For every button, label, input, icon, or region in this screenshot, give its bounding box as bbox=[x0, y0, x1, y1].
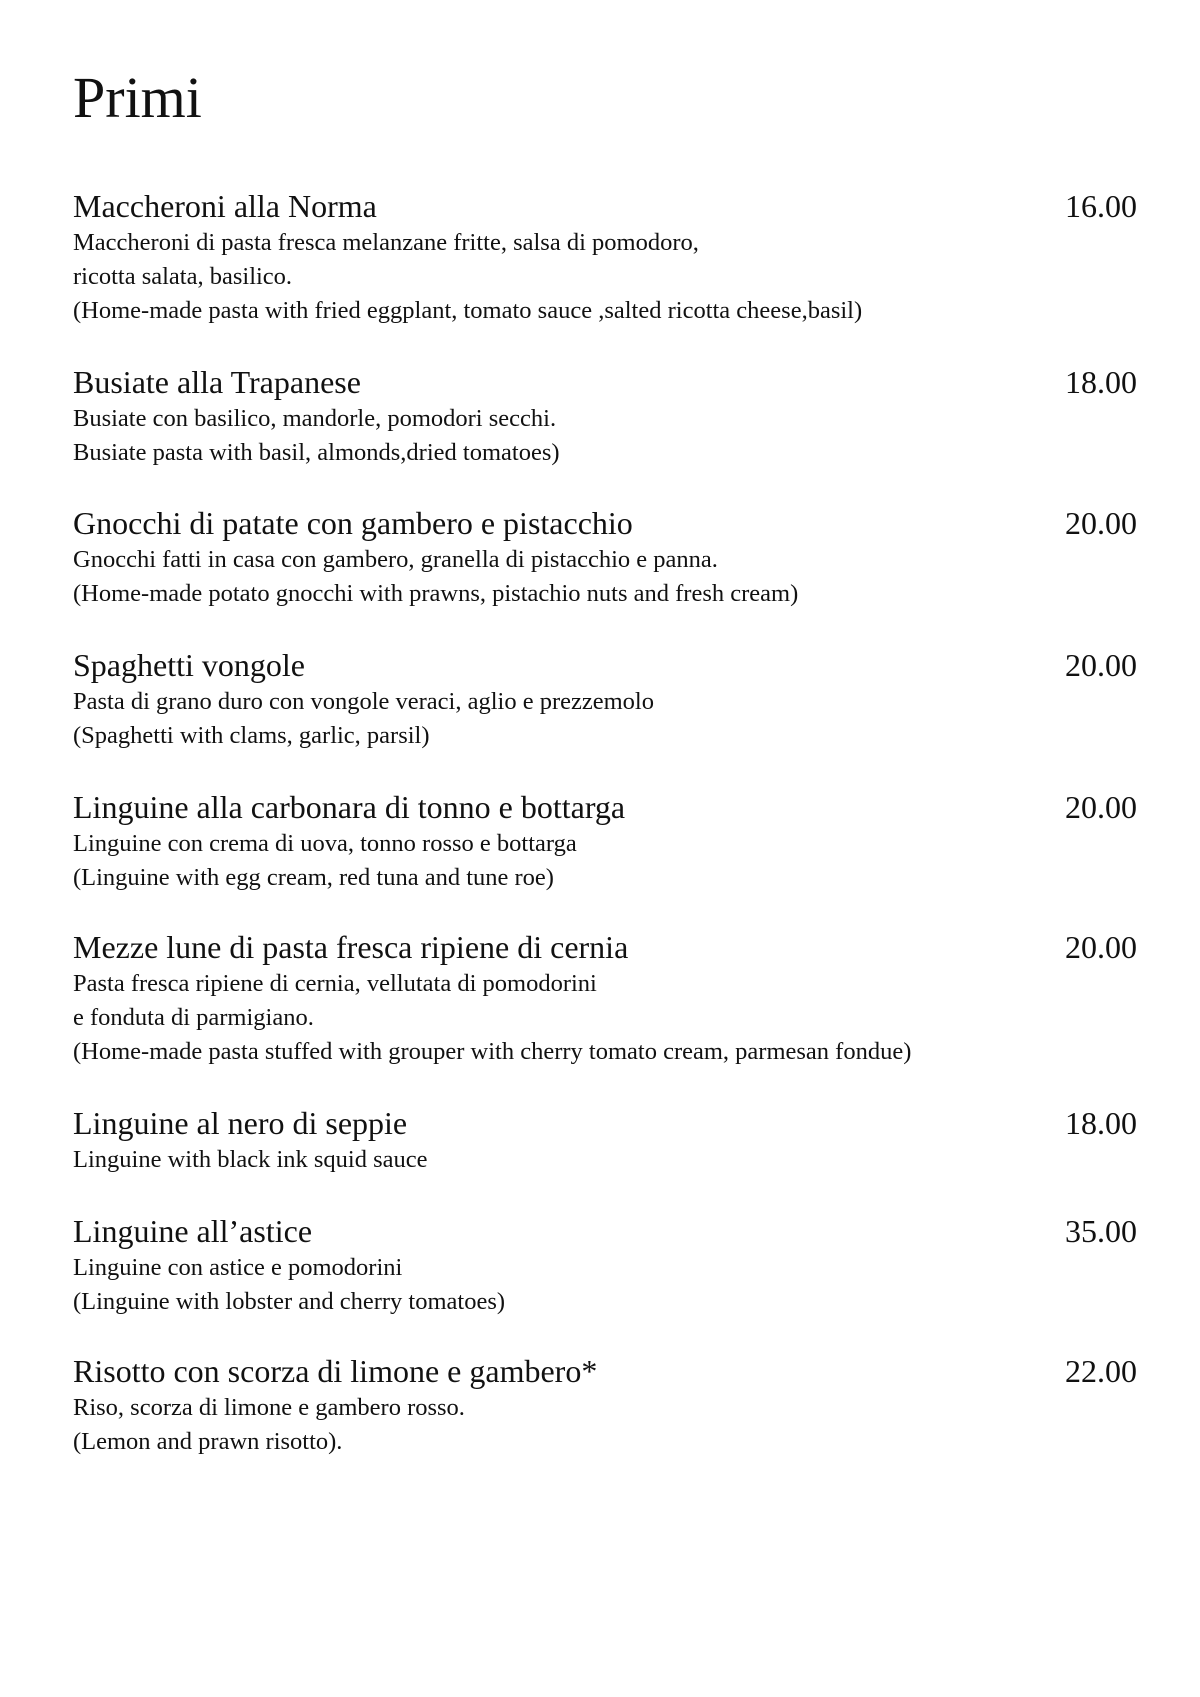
menu-item bbox=[73, 787, 1137, 895]
menu-item bbox=[73, 1211, 1137, 1319]
dish-description: (Home-made pasta with fried eggplant, tomato sauce ,salted ricotta cheese,basil) bbox=[73, 297, 863, 324]
dish-name: Linguine all’astice bbox=[73, 1213, 313, 1249]
dish-price: 20.00 bbox=[1065, 789, 1137, 825]
dish-description: Busiate pasta with basil, almonds,dried tomatoes) bbox=[73, 439, 560, 466]
menu-item bbox=[73, 186, 1137, 328]
dish-description: Linguine con astice e pomodorini bbox=[73, 1254, 403, 1281]
dish-description: (Home-made potato gnocchi with prawns, pistachio nuts and fresh cream) bbox=[73, 580, 799, 607]
dish-description: (Home-made pasta stuffed with grouper with cherry tomato cream, parmesan fondue) bbox=[73, 1038, 912, 1065]
menu-item-header bbox=[73, 1211, 1137, 1251]
dish-description: (Spaghetti with clams, garlic, parsil) bbox=[73, 722, 430, 749]
dish-price: 18.00 bbox=[1065, 1105, 1137, 1141]
dish-description: Maccheroni di pasta fresca melanzane fritte, salsa di pomodoro, bbox=[73, 229, 699, 256]
dish-description: Linguine con crema di uova, tonno rosso e bottarga bbox=[73, 830, 577, 857]
dish-description: Pasta fresca ripiene di cernia, vellutata di pomodorini bbox=[73, 970, 597, 997]
dish-description: Linguine with black ink squid sauce bbox=[73, 1146, 428, 1173]
menu-item bbox=[73, 645, 1137, 753]
menu-item-header bbox=[73, 503, 1137, 543]
dish-description: Pasta di grano duro con vongole veraci, aglio e prezzemolo bbox=[73, 688, 654, 715]
dish-description: (Linguine with lobster and cherry tomatoes) bbox=[73, 1288, 506, 1315]
dish-description: (Linguine with egg cream, red tuna and tune roe) bbox=[73, 864, 554, 891]
menu-item-header bbox=[73, 645, 1137, 685]
dish-price: 16.00 bbox=[1065, 188, 1137, 224]
dish-name: Mezze lune di pasta fresca ripiene di cernia bbox=[73, 929, 629, 965]
dish-price: 22.00 bbox=[1065, 1353, 1137, 1389]
menu-item bbox=[73, 1351, 1137, 1459]
dish-description: Riso, scorza di limone e gambero rosso. bbox=[73, 1394, 465, 1421]
menu-item bbox=[73, 362, 1137, 470]
menu-item-header bbox=[73, 927, 1137, 967]
dish-name: Spaghetti vongole bbox=[73, 647, 305, 683]
menu-item-header bbox=[73, 186, 1137, 226]
dish-price: 20.00 bbox=[1065, 647, 1137, 683]
dish-name: Linguine al nero di seppie bbox=[73, 1105, 408, 1141]
section-title: Primi bbox=[73, 65, 202, 130]
dish-price: 20.00 bbox=[1065, 505, 1137, 541]
dish-name: Busiate alla Trapanese bbox=[73, 364, 361, 400]
menu-item-header bbox=[73, 787, 1137, 827]
dish-description: (Lemon and prawn risotto). bbox=[73, 1428, 343, 1455]
dish-description: Busiate con basilico, mandorle, pomodori secchi. bbox=[73, 405, 557, 432]
dish-description: ricotta salata, basilico. bbox=[73, 263, 293, 290]
menu-item-header bbox=[73, 1103, 1137, 1143]
dish-price: 18.00 bbox=[1065, 364, 1137, 400]
menu-item bbox=[73, 1103, 1137, 1177]
dish-name: Linguine alla carbonara di tonno e bottarga bbox=[73, 789, 626, 825]
dish-description: Gnocchi fatti in casa con gambero, granella di pistacchio e panna. bbox=[73, 546, 718, 573]
menu-item bbox=[73, 503, 1137, 611]
menu-item-header bbox=[73, 1351, 1137, 1391]
dish-name: Risotto con scorza di limone e gambero* bbox=[73, 1353, 598, 1389]
menu-item bbox=[73, 927, 1137, 1069]
dish-description: e fonduta di parmigiano. bbox=[73, 1004, 314, 1031]
menu-item-header bbox=[73, 362, 1137, 402]
dish-price: 20.00 bbox=[1065, 929, 1137, 965]
dish-name: Maccheroni alla Norma bbox=[73, 188, 377, 224]
dish-price: 35.00 bbox=[1065, 1213, 1137, 1249]
dish-name: Gnocchi di patate con gambero e pistacchio bbox=[73, 505, 633, 541]
